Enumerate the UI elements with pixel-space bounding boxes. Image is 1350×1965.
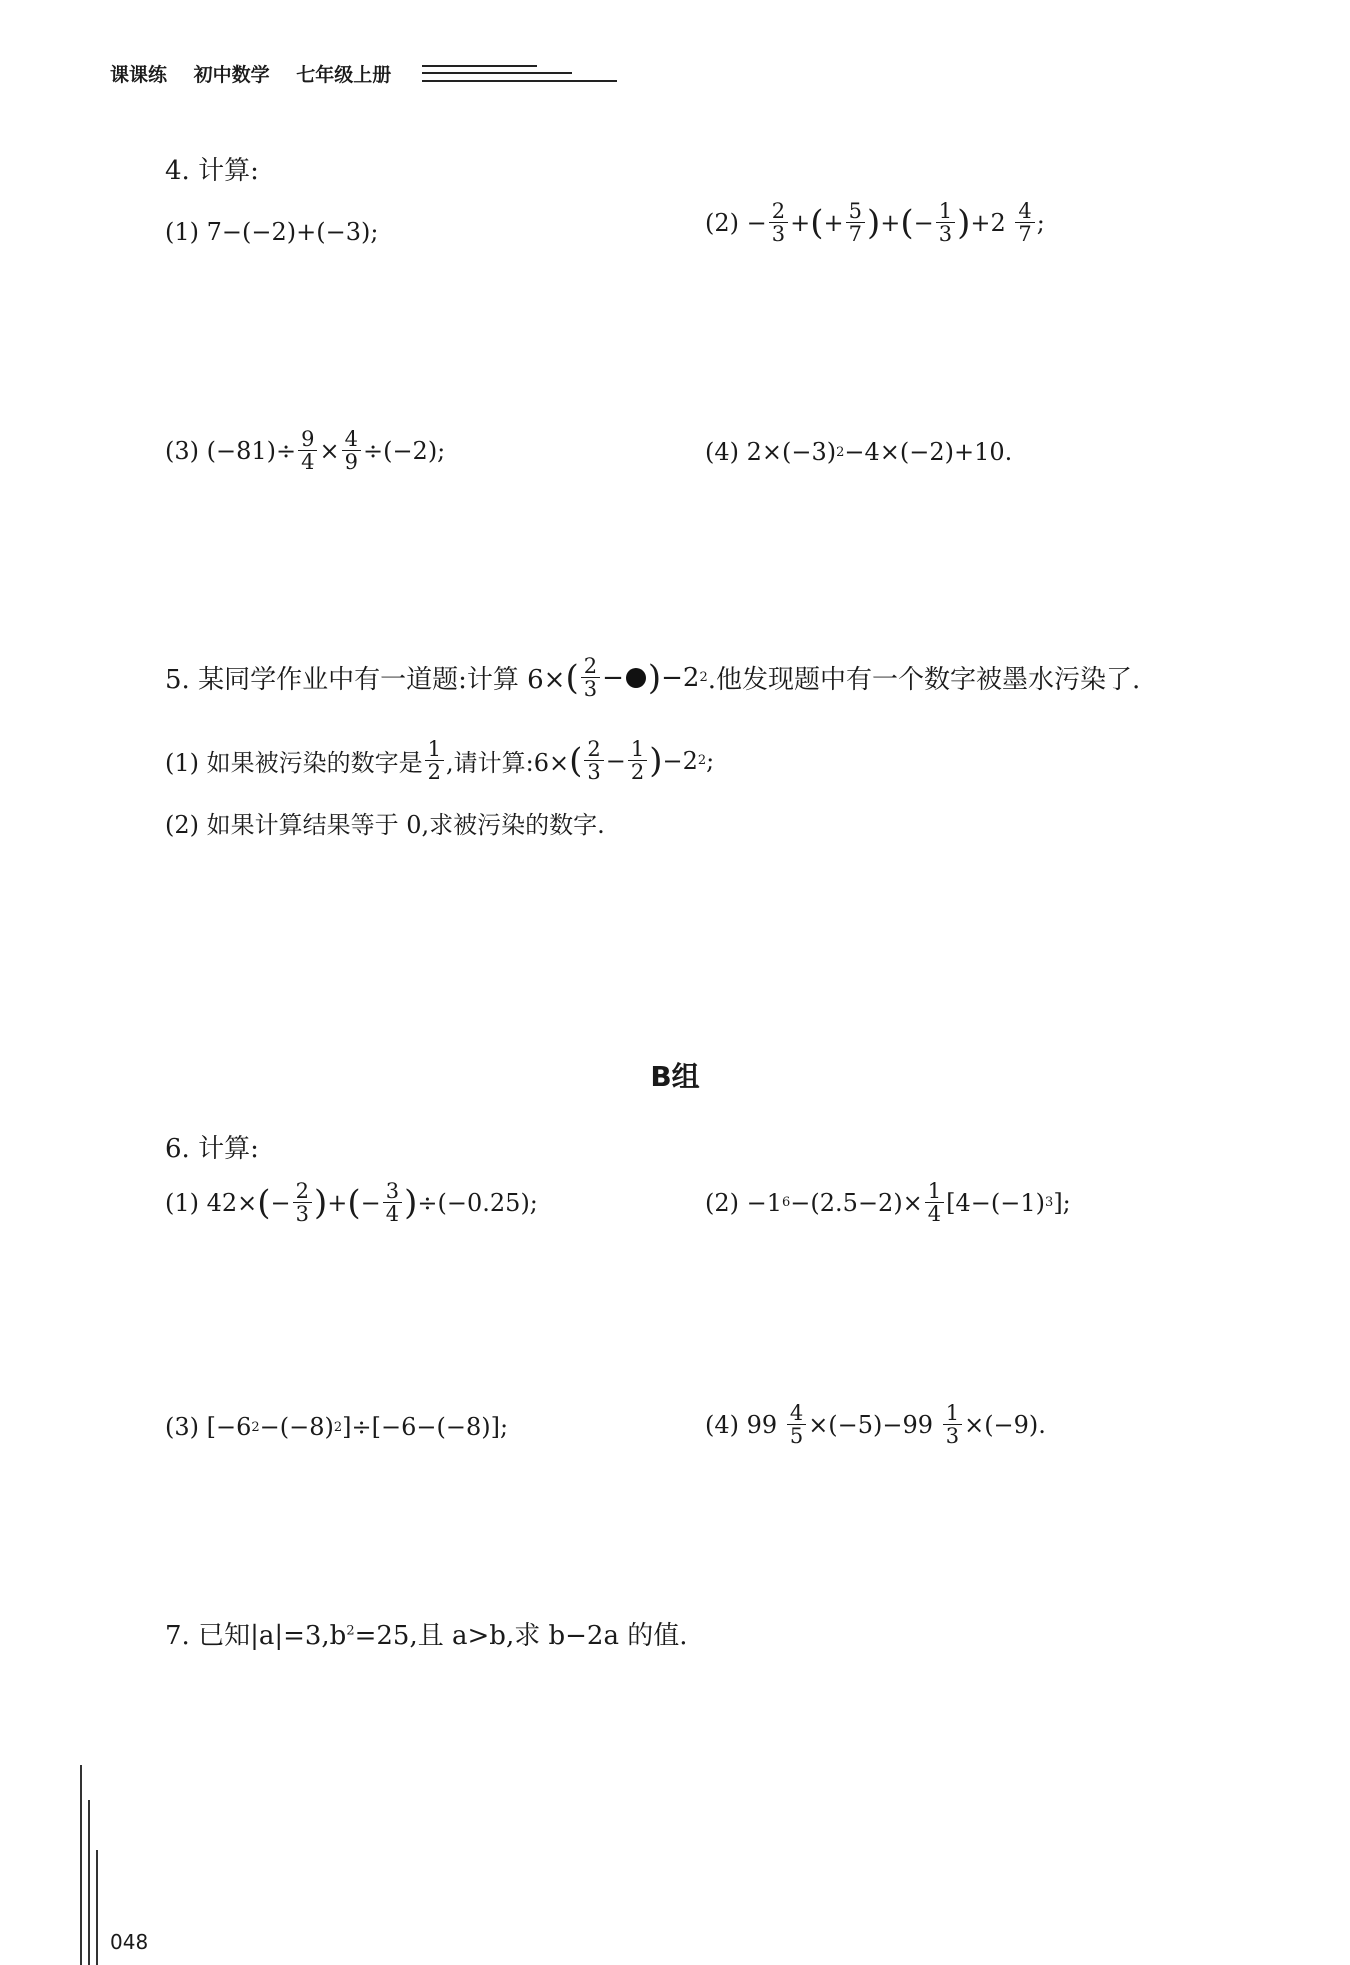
fraction: $\frac{1}{3}$ <box>943 1402 962 1447</box>
fraction: $\frac{4}{9}$ <box>342 428 361 473</box>
fraction: $\frac{4}{7}$ <box>1015 200 1034 245</box>
group-b-title: B组 <box>650 1060 700 1093</box>
q4-part3: (3) (−81)÷ $\frac{9}{4}$ × $\frac{4}{9}$ ÷(−2); <box>165 427 446 475</box>
subject-name: 初中数学 <box>193 64 270 86</box>
series-name: 课课练 <box>110 64 168 86</box>
fraction: $\frac{2}{3}$ <box>293 1180 312 1225</box>
q5-part1: (1) 如果被污染的数字是 $\frac{1}{2}$ ,请计算:6× ( $\frac{2}{3}$ − $\frac{1}{2}$ ) −2 2 ; <box>165 737 715 785</box>
margin-bar-2 <box>88 1800 90 1965</box>
ink-blot-icon <box>626 668 646 688</box>
fraction: $\frac{9}{4}$ <box>298 428 317 473</box>
q4-part4: (4) 2×(−3) 2 −4×(−2)+10. <box>705 438 1013 466</box>
fraction: $\frac{1}{4}$ <box>925 1180 944 1225</box>
fraction: $\frac{2}{3}$ <box>584 738 603 783</box>
q6-stem: 6. 计算: <box>165 1134 259 1164</box>
margin-bar-3 <box>96 1850 98 1965</box>
q6-part1: (1) 42× ( − $\frac{2}{3}$ ) + ( − $\frac{3}{4}$ ) ÷(−0.25); <box>165 1179 538 1227</box>
q4-part1: (1) 7−(−2)+(−3); <box>165 218 379 246</box>
margin-bar-1 <box>80 1765 82 1965</box>
q6-part2: (2) −1 6 −(2.5−2)× $\frac{1}{4}$ [4−(−1) 3 ]; <box>705 1179 1071 1227</box>
q6-part4: (4) 99 $\frac{4}{5}$ ×(−5)−99 $\frac{1}{3}$ ×(−9). <box>705 1401 1046 1449</box>
q4-part2: (2) − $\frac{2}{3}$ + ( + $\frac{5}{7}$ ) + ( − $\frac{1}{3}$ ) + 2 $\frac{4}{7}$ ; <box>705 199 1045 247</box>
header-rule-1 <box>422 65 537 67</box>
q5-part2: (2) 如果计算结果等于 0,求被污染的数字. <box>165 811 605 839</box>
fraction: $\frac{2}{3}$ <box>581 655 600 700</box>
fraction: $\frac{1}{3}$ <box>936 200 955 245</box>
q4-stem: 4. 计算: <box>165 156 259 186</box>
q5-stem: 5. 某同学作业中有一道题:计算 6× ( $\frac{2}{3}$ − ) −2 2 .他发现题中有一个数字被墨水污染了. <box>165 654 1141 702</box>
fraction: $\frac{4}{5}$ <box>787 1402 806 1447</box>
fraction: $\frac{1}{2}$ <box>425 738 444 783</box>
q6-part3: (3) [−6 2 −(−8) 2 ]÷[−6−(−8)]; <box>165 1413 509 1441</box>
fraction: $\frac{1}{2}$ <box>628 738 647 783</box>
q7-stem: 7. 已知$|a|=3,b^2=25$,且 a>b,求 b−2a 的值. <box>165 1621 688 1651</box>
fraction: $\frac{5}{7}$ <box>846 200 865 245</box>
page-number: 048 <box>110 1930 149 1954</box>
fraction: $\frac{2}{3}$ <box>769 200 788 245</box>
running-header <box>110 60 411 87</box>
fraction: $\frac{3}{4}$ <box>383 1180 402 1225</box>
header-rule-2 <box>422 72 572 74</box>
grade-name: 七年级上册 <box>296 64 392 86</box>
header-rule-3 <box>422 80 617 82</box>
